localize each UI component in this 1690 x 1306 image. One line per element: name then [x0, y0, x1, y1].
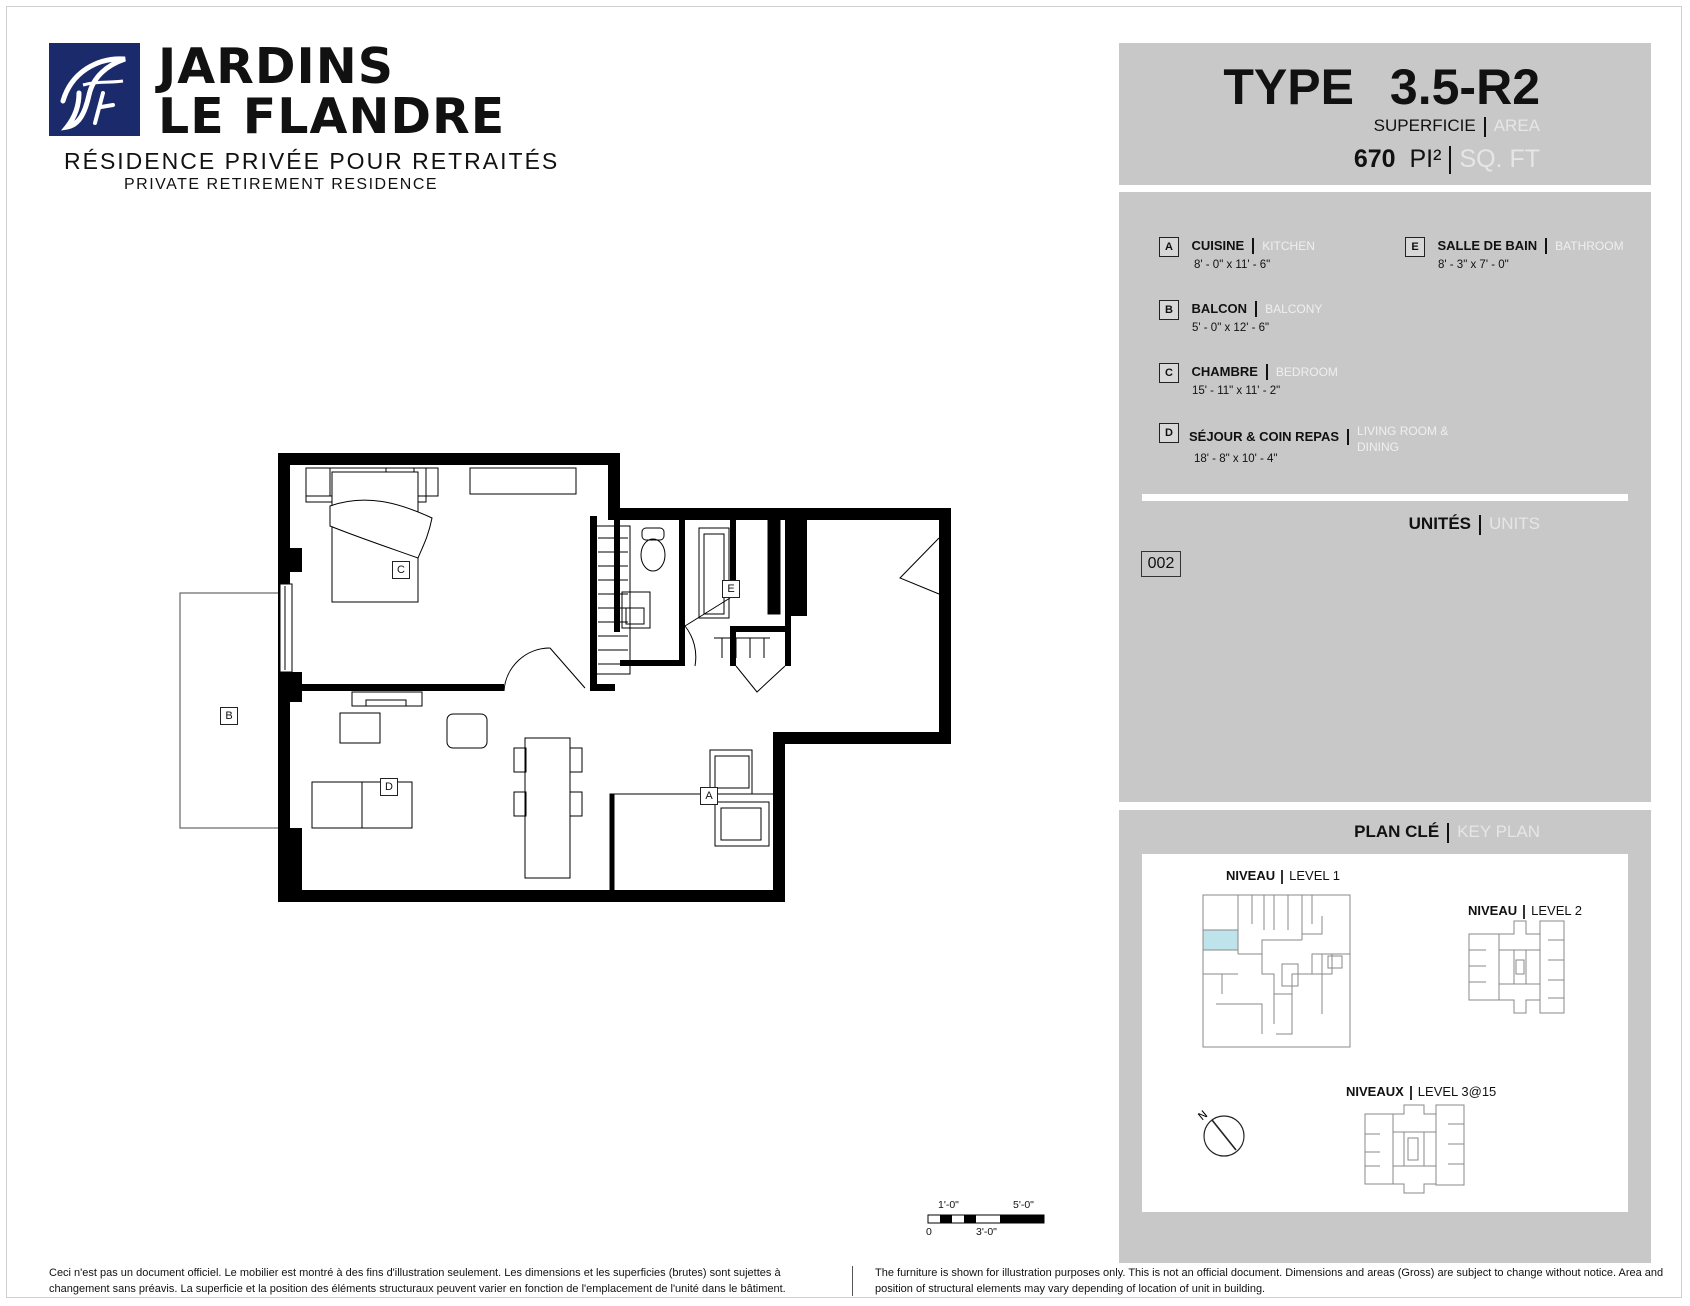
units-label-fr: UNITÉS: [1408, 514, 1471, 533]
north-arrow-icon: [1195, 1104, 1248, 1160]
bedroom-furniture: [306, 468, 630, 674]
key-level-2-label: NIVEAU LEVEL 2: [1468, 903, 1582, 918]
legend-room-b: [1159, 300, 1322, 334]
brand-name-line2: LE FLANDRE: [158, 88, 506, 145]
legend-dims-d: 18' - 8" x 10' - 4": [1194, 453, 1278, 465]
legend-dims-e: 8' - 3" x 7' - 0": [1438, 259, 1509, 271]
legend-code-c: C: [1159, 363, 1179, 383]
disclaimer-divider: [852, 1266, 853, 1296]
key-plan-level-3-drawing: [1364, 1104, 1466, 1194]
legend-room-e: [1405, 237, 1624, 271]
area-label-fr: SUPERFICIE: [1373, 116, 1476, 135]
legend-name-fr-a: CUISINE: [1191, 238, 1245, 253]
brand-subtitle-en: PRIVATE RETIREMENT RESIDENCE: [124, 176, 439, 193]
legend-name-en-b: BALCONY: [1265, 302, 1323, 316]
legend-name-fr-c: CHAMBRE: [1191, 364, 1258, 379]
key-plan-unit-highlight: [1203, 930, 1238, 950]
area-label-row: [1374, 116, 1540, 137]
scale-mark-1ft: 1'-0": [938, 1199, 959, 1211]
floor-plan-drawing: [170, 448, 960, 908]
legend-room-c: [1159, 363, 1338, 397]
legend-room-a: [1159, 237, 1315, 271]
key-plan-heading: [1354, 822, 1540, 843]
legend-name-fr-b: BALCON: [1191, 301, 1248, 316]
legend-dims-a: 8' - 0" x 11' - 6": [1194, 259, 1271, 271]
bathroom-fixtures: [622, 518, 780, 658]
legend-dims-c: 15' - 11" x 11' - 2": [1192, 385, 1281, 397]
legend-code-e: E: [1405, 237, 1425, 257]
key-plan-label-fr: PLAN CLÉ: [1354, 822, 1440, 841]
unit-type-number: 3.5-R2: [1389, 59, 1540, 115]
brand-logo-mark: [49, 43, 140, 136]
key-level-3-label: NIVEAUX LEVEL 3@15: [1346, 1084, 1497, 1099]
disclaimer-fr: Ceci n'est pas un document officiel. Le mobilier est montré à des fins d'illustration seulement. Les dimensions et les superficies (brutes) sont sujettes à changement sans préavis. La superficie et la position des éléments structuraux peuvent varier en fonction de l'emplacement de l'unité dans le bâtiment.: [49, 1267, 786, 1295]
area-unit-fr: PI²: [1409, 145, 1442, 173]
scale-mark-5ft: 5'-0": [1013, 1199, 1034, 1211]
legend-name-fr-d: SÉJOUR & COIN REPAS: [1189, 429, 1340, 444]
living-furniture: [312, 692, 614, 892]
key-plan-level-2-drawing: [1468, 920, 1566, 1014]
legend-name-en-d: LIVING ROOM & DINING: [1357, 424, 1449, 454]
scale-mark-0: 0: [926, 1226, 932, 1238]
unit-type-title: [1223, 58, 1540, 116]
scale-bar: [928, 1214, 1046, 1224]
unit-number-chip[interactable]: 002: [1141, 551, 1181, 577]
area-value-row: [1354, 145, 1540, 174]
legend-divider: [1142, 494, 1628, 501]
area-unit-en: SQ. FT: [1459, 145, 1540, 173]
door-swings: [504, 538, 939, 692]
legend-code-a: A: [1159, 237, 1179, 257]
key-level-1-label: NIVEAU LEVEL 1: [1226, 868, 1340, 883]
kitchen-fixtures: [614, 750, 773, 846]
plan-label-c: C: [392, 561, 410, 579]
units-label-en: UNITS: [1489, 514, 1540, 533]
plan-label-a: A: [700, 787, 718, 805]
north-arrow-label: N: [1195, 1107, 1211, 1124]
legend-dims-b: 5' - 0" x 12' - 6": [1192, 322, 1270, 334]
legend-name-en-e: BATHROOM: [1555, 239, 1624, 253]
area-value: 670: [1353, 145, 1396, 173]
scale-mark-3ft: 3'-0": [976, 1226, 997, 1238]
plan-label-b: B: [220, 707, 238, 725]
legend-code-b: B: [1159, 300, 1179, 320]
brand-name-line1: JARDINS: [158, 38, 395, 95]
brand-subtitle-fr: RÉSIDENCE PRIVÉE POUR RETRAITÉS: [64, 148, 560, 174]
legend-name-en-c: BEDROOM: [1275, 365, 1338, 379]
plan-label-d: D: [380, 778, 398, 796]
legend-room-d: [1159, 423, 1453, 465]
units-heading: [1409, 514, 1540, 535]
legend-code-d: D: [1159, 423, 1179, 443]
key-plan-label-en: KEY PLAN: [1457, 822, 1540, 841]
key-plan-level-1-drawing: [1202, 894, 1352, 1050]
legend-name-en-a: KITCHEN: [1262, 239, 1315, 253]
unit-type-label: TYPE: [1223, 59, 1354, 115]
legend-name-fr-e: SALLE DE BAIN: [1437, 238, 1538, 253]
area-label-en: AREA: [1493, 116, 1540, 135]
plan-label-e: E: [722, 580, 740, 598]
key-plan-canvas: [1142, 854, 1628, 1212]
disclaimer-en: The furniture is shown for illustration purposes only. This is not an official document. Dimensions and areas (Gross) are subject to change without notice. Area and position of structural elements may vary depending of location of unit in building.: [875, 1267, 1664, 1295]
